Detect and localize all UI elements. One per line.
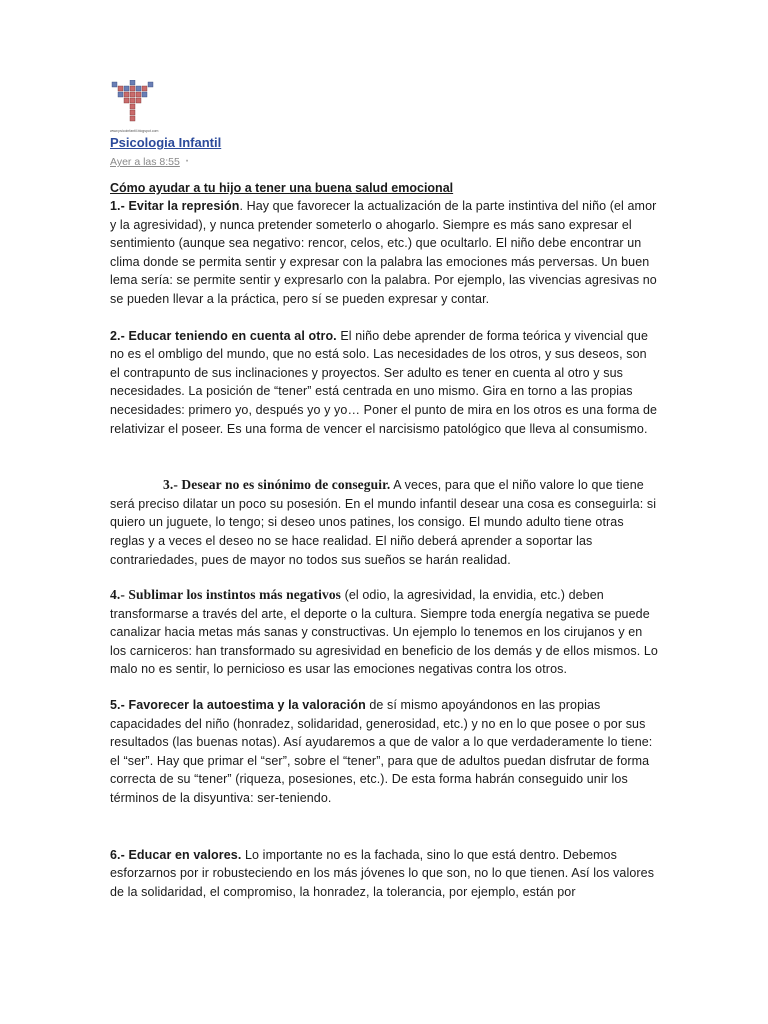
section-body: Lo importante no es la fachada, sino lo que está dentro. Debemos esforzarnos por ir robusteciendo en los más jóvenes lo que son, no lo que tienen. Así los valores de la solidaridad, el compromiso, la honradez, la tolerancia, por ejemplo, están por (110, 847, 655, 899)
article-paragraph (110, 846, 660, 902)
article-paragraph (110, 476, 660, 569)
section-heading: 4.- Sublimar los instintos más negativos (110, 587, 342, 603)
section-heading: 3.- Desear no es sinónimo de conseguir. (163, 477, 391, 493)
article-title: Cómo ayudar a tu hijo a tener una buena salud emocional (110, 181, 454, 195)
section-body: . Hay que favorecer la actualización de la parte instintiva del niño (el amor y la agresividad), y nunca pretender someterlo o ahogarlo. Siempre es más sano expresar el sentimiento (aunque sea negativo: rencor, celos, etc.) que ocultarlo. El niño debe encontrar un clima donde se permita sentir y expresar con la palabra las emociones más perversas. Un buen lema sería: se permite sentir y expresarlo con la palabra. Por ejemplo, las vivencias agresivas no se pueden llevar a la práctica, pero sí se pueden expresar y contar. (110, 199, 657, 306)
article-paragraph (110, 327, 660, 439)
post-meta (110, 152, 660, 170)
logo-caption: www.psicoinfantil.blogspot.com (110, 129, 159, 133)
blog-logo-icon[interactable] (110, 80, 158, 128)
section-body: (el odio, la agresividad, la envidia, etc.) deben transformarse a través del arte, el deporte o la cultura. Siempre toda energía negativa se puede canalizar hacia metas más sanas y constructivas. Un ejemplo lo tenemos en los cirujanos y en los carniceros: han transformado su agresividad en beneficio de los demás y de ellos mismos. Lo malo no es sentir, lo pernicioso es usar las emociones negativas contra los otros. (110, 588, 658, 677)
section-heading: 2.- Educar teniendo en cuenta al otro. (110, 328, 337, 343)
section-heading: 5.- Favorecer la autoestima y la valoración (110, 698, 366, 713)
meta-separator: · (184, 152, 190, 169)
article-paragraph (110, 197, 660, 309)
blog-header (110, 80, 660, 170)
section-heading: 6.- Educar en valores. (110, 847, 242, 862)
blog-name-link[interactable]: Psicologia Infantil (110, 135, 222, 150)
document-page (110, 80, 660, 901)
section-body: A veces, para que el niño valore lo que tiene será preciso dilatar un poco su posesión. En el mundo infantil desear una cosa es conseguirla: si quiero un juguete, lo tengo; si deseo unos patines, los consigo. El mundo adulto tiene otras reglas y a veces el deseo no se hace realidad. El niño deberá aprender a soportar las contrariedades, pues de mayor no todos sus sueños se harán realidad. (110, 478, 657, 567)
section-body: de sí mismo apoyándonos en las propias capacidades del niño (honradez, solidaridad, generosidad, etc.) y no en lo que posee o por sus resultados (las buenas notas). Así ayudaremos a que de valor a lo que verdaderamente lo tiene: el “ser”. Hay que primar el “ser”, sobre el “tener”, para que de adultos puedan disfrutar de forma correcta de su “tener” (riqueza, posesiones, etc.). De esta forma habrán conseguido unir los términos de la disyuntiva: ser-teniendo. (110, 698, 653, 806)
post-timestamp-link[interactable]: Ayer a las 8:55 (110, 156, 180, 168)
article-paragraph (110, 696, 660, 808)
section-body: El niño debe aprender de forma teórica y vivencial que no es el ombligo del mundo, que no está solo. Las necesidades de los otros, y sus deseos, son el contrapunto de sus inclinaciones y proyectos. Ser adulto es tener en cuenta al otro y sus necesidades. La posición de “tener” está centrada en uno mismo. Gira en torno a las propias necesidades: primero yo, después yo y yo… Poner el punto de mira en los otros es una forma de relativizar el poseer. Es una forma de vencer el narcisismo patológico que lleva al consumismo. (110, 328, 658, 436)
article-paragraph (110, 586, 660, 679)
section-heading: 1.- Evitar la represión (110, 199, 240, 213)
